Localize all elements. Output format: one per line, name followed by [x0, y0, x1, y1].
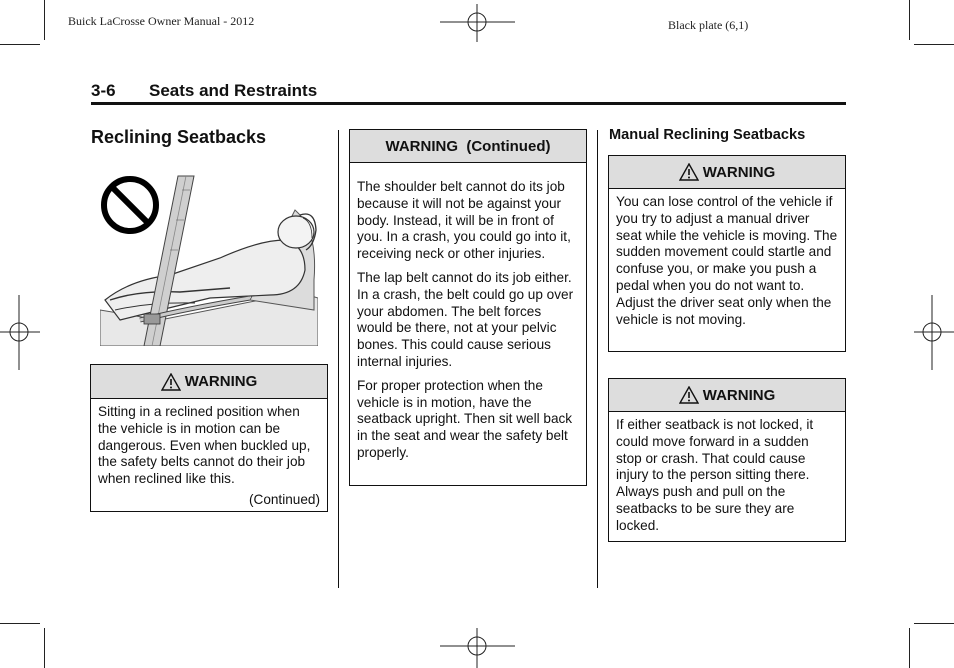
crop-mark	[44, 628, 45, 668]
warning-box-continued	[349, 129, 587, 486]
warning-body	[609, 412, 845, 535]
crop-mark	[914, 623, 954, 624]
continued-label: (Continued)	[248, 491, 320, 507]
column-divider	[597, 130, 598, 588]
warning-header	[350, 130, 586, 163]
section-heading: Reclining Seatbacks	[91, 127, 267, 147]
warning-title: WARNING	[702, 386, 776, 404]
warning-paragraph: The lap belt cannot do its job either. In a crash, the belt could go up over your abdomen. The belt forces would be there, not at your pelvic bones. This could cause serious internal injuries.	[357, 269, 574, 369]
crop-mark	[909, 0, 910, 40]
warning-triangle-icon	[679, 386, 699, 404]
page-number: 3-6	[91, 81, 116, 100]
registration-mark-top	[440, 4, 515, 42]
crop-mark	[914, 44, 954, 45]
crop-mark	[0, 623, 40, 624]
warning-triangle-icon	[161, 373, 181, 391]
warning-body	[350, 163, 586, 462]
crop-mark	[909, 628, 910, 668]
warning-text: If either seatback is not locked, it could move forward in a sudden stop or crash. That could cause injury to the person sitting there. Always push and pull on the seatbacks to be sure they are locked.	[616, 417, 814, 533]
subsection-heading: Manual Reclining Seatbacks	[609, 127, 806, 143]
warning-body	[609, 189, 845, 328]
registration-mark-right	[914, 295, 954, 370]
warning-body	[91, 399, 327, 488]
header-rule	[91, 102, 846, 105]
registration-mark-left	[0, 295, 40, 370]
warning-box-reclined	[90, 364, 328, 512]
column-divider	[338, 130, 339, 588]
warning-title: WARNING (Continued)	[385, 137, 551, 155]
registration-mark-bottom	[440, 628, 515, 668]
crop-mark	[44, 0, 45, 40]
warning-title: WARNING	[702, 163, 776, 181]
warning-text: You can lose control of the vehicle if you try to adjust a manual driver seat while the vehicle is moving. The sudden movement could startle and confuse you, or make you push a pedal when you do not want to. Adjust the driver seat only when the vehicle is not moving.	[616, 194, 838, 327]
warning-text: Sitting in a reclined position when the vehicle is in motion can be dangerous. Even when buckled up, the safety belts cannot do their job when reclined like this.	[98, 404, 311, 487]
plate-label: Black plate (6,1)	[668, 18, 749, 32]
warning-triangle-icon	[679, 163, 699, 181]
crop-mark	[0, 44, 40, 45]
warning-paragraph: The shoulder belt cannot do its job because it will not be against your body. Instead, it will be in front of you. In a crash, you could go into it, receiving neck or other injuries.	[357, 179, 571, 262]
warning-header	[609, 156, 845, 189]
reclined-passenger-illustration	[100, 170, 318, 346]
section-title: Seats and Restraints	[149, 81, 318, 100]
warning-header	[91, 365, 327, 399]
warning-box-seatback-lock	[608, 378, 846, 542]
warning-paragraph: For proper protection when the vehicle is in motion, have the seatback upright. Then sit well back in the seat and wear the safety belt properly.	[357, 377, 573, 460]
warning-title: WARNING	[184, 373, 258, 390]
warning-box-manual-adjust	[608, 155, 846, 352]
warning-header	[609, 379, 845, 412]
manual-title: Buick LaCrosse Owner Manual - 2012	[68, 14, 255, 28]
